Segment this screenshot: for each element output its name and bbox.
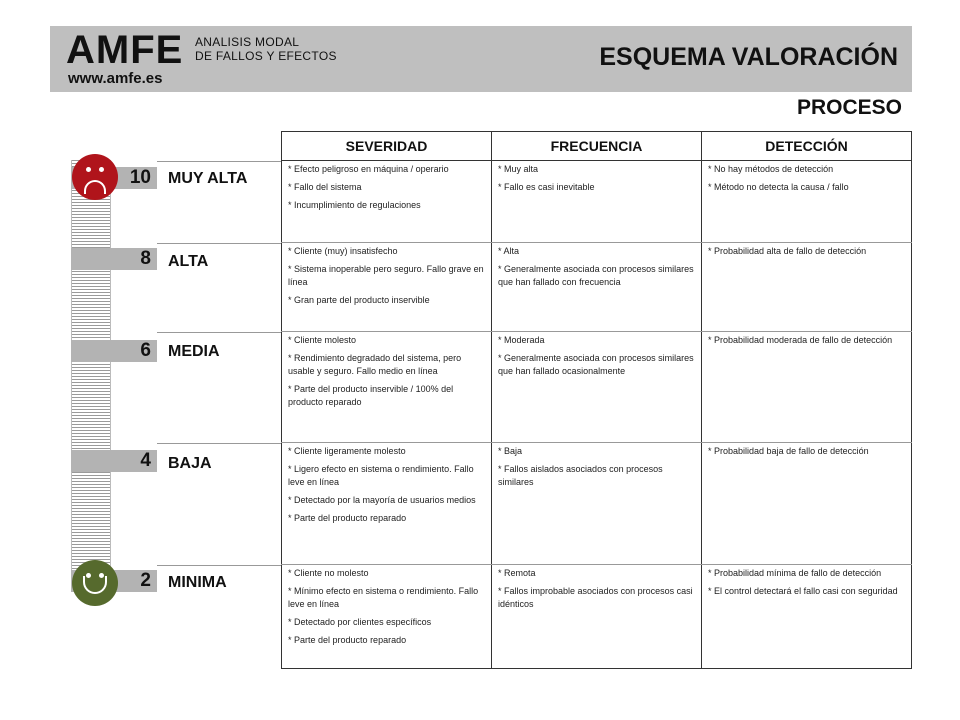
list-item: * Probabilidad alta de fallo de detección [708,245,905,258]
list-item: * Detectado por la mayoría de usuarios medios [288,494,485,507]
page-title: ESQUEMA VALORACIÓN [599,43,898,71]
table-row [282,161,912,243]
row-divider [157,443,281,444]
list-item: * Parte del producto inservible / 100% del producto reparado [288,383,485,409]
website-url[interactable]: www.amfe.es [68,70,163,87]
page-subtitle: PROCESO [796,96,902,119]
row-divider [157,243,281,244]
list-item: * Remota [498,567,695,580]
score-6: 6 [71,340,157,362]
header-banner [50,26,912,92]
cell-severidad [282,565,492,669]
score-4: 4 [71,450,157,472]
list-item: * Baja [498,445,695,458]
cell-severidad [282,443,492,565]
list-item: * Cliente (muy) insatisfecho [288,245,485,258]
list-item: * Probabilidad moderada de fallo de detección [708,334,905,347]
list-item: * Mínimo efecto en sistema o rendimiento. Fallo leve en línea [288,585,485,611]
list-item: * Fallo del sistema [288,181,485,194]
row-divider [157,161,281,162]
table-row [282,243,912,332]
column-header-frecuencia: FRECUENCIA [492,132,702,161]
table-row [282,565,912,669]
column-header-deteccion: DETECCIÓN [702,132,912,161]
list-item: * Generalmente asociada con procesos similares que han fallado con frecuencia [498,263,695,289]
sad-face-icon [72,154,118,200]
list-item: * Fallo es casi inevitable [498,181,695,194]
cell-deteccion [702,243,912,332]
level-label-muy-alta: MUY ALTA [168,170,248,187]
valuation-table [281,131,912,669]
cell-deteccion [702,161,912,243]
list-item: * Sistema inoperable pero seguro. Fallo grave en línea [288,263,485,289]
table-row [282,332,912,443]
score-8: 8 [71,248,157,270]
list-item: * Fallos aislados asociados con procesos similares [498,463,695,489]
list-item: * Efecto peligroso en máquina / operario [288,163,485,176]
list-item: * Detectado por clientes específicos [288,616,485,629]
cell-deteccion [702,565,912,669]
cell-frecuencia [492,565,702,669]
scale-bar [71,160,111,590]
list-item: * Alta [498,245,695,258]
list-item: * Incumplimiento de regulaciones [288,199,485,212]
list-item: * Probabilidad baja de fallo de detección [708,445,905,458]
list-item: * Cliente ligeramente molesto [288,445,485,458]
level-label-alta: ALTA [168,253,209,270]
column-header-severidad: SEVERIDAD [282,132,492,161]
level-label-media: MEDIA [168,343,220,360]
cell-frecuencia [492,161,702,243]
cell-severidad [282,243,492,332]
score-10: 10 [71,167,157,189]
cell-frecuencia [492,243,702,332]
list-item: * No hay métodos de detección [708,163,905,176]
cell-frecuencia [492,443,702,565]
score-2: 2 [71,570,157,592]
tagline-line1: ANALISIS MODAL [195,35,300,49]
row-divider [157,565,281,566]
level-label-minima: MINIMA [168,574,227,591]
list-item: * Gran parte del producto inservible [288,294,485,307]
cell-deteccion [702,443,912,565]
level-label-baja: BAJA [168,455,212,472]
row-divider [157,332,281,333]
table-header-row [282,132,912,161]
list-item: * Muy alta [498,163,695,176]
list-item: * Probabilidad mínima de fallo de detección [708,567,905,580]
list-item: * Parte del producto reparado [288,512,485,525]
list-item: * El control detectará el fallo casi con seguridad [708,585,905,598]
list-item: * Moderada [498,334,695,347]
table-row [282,443,912,565]
tagline-line2: DE FALLOS Y EFECTOS [195,49,337,63]
cell-frecuencia [492,332,702,443]
list-item: * Cliente molesto [288,334,485,347]
list-item: * Generalmente asociada con procesos similares que han fallado ocasionalmente [498,352,695,378]
list-item: * Rendimiento degradado del sistema, pero usable y seguro. Fallo medio en línea [288,352,485,378]
list-item: * Cliente no molesto [288,567,485,580]
happy-face-icon [72,560,118,606]
logo: AMFE [66,28,184,72]
list-item: * Método no detecta la causa / fallo [708,181,905,194]
list-item: * Parte del producto reparado [288,634,485,647]
cell-deteccion [702,332,912,443]
list-item: * Fallos improbable asociados con procesos casi idénticos [498,585,695,611]
list-item: * Ligero efecto en sistema o rendimiento. Fallo leve en línea [288,463,485,489]
cell-severidad [282,161,492,243]
cell-severidad [282,332,492,443]
